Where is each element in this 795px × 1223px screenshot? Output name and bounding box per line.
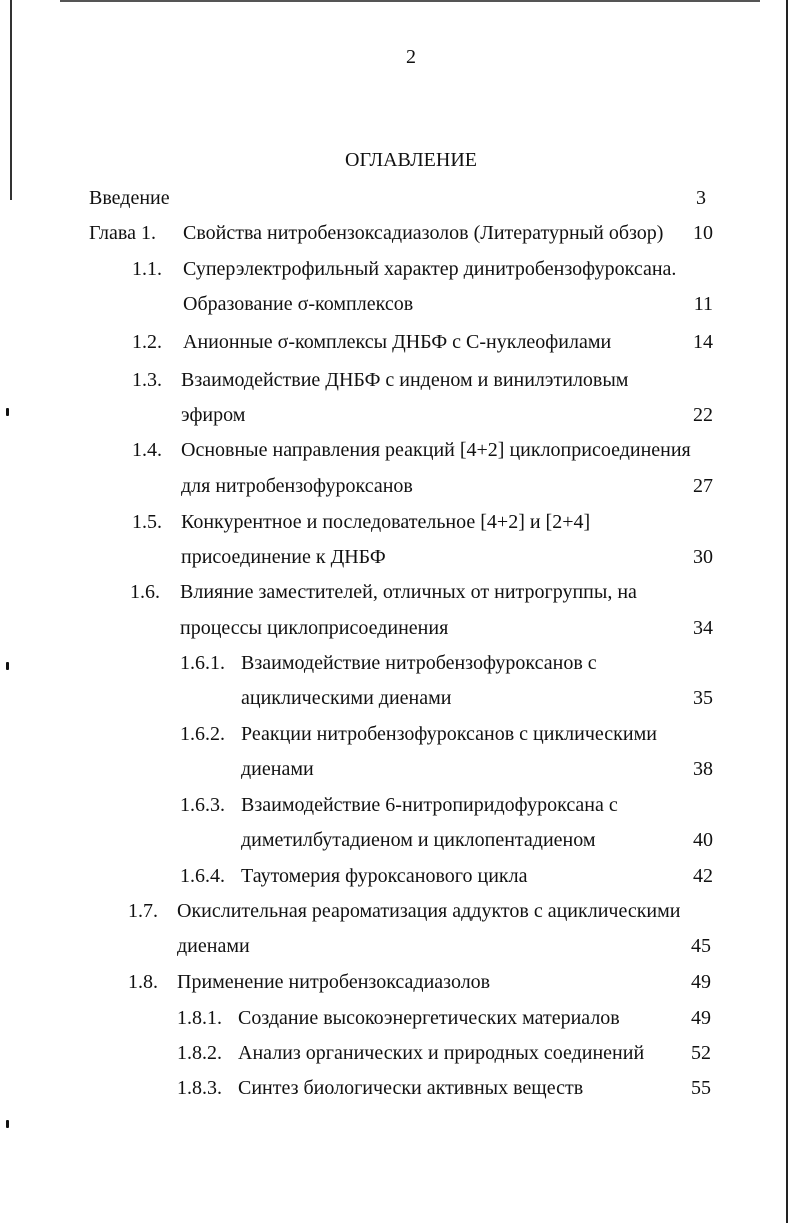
page-title: ОГЛАВЛЕНИЕ	[345, 149, 477, 171]
toc-entry-title: Создание высокоэнергетических материалов	[238, 1007, 620, 1029]
toc-entry-title: Взаимодействие ДНБФ с инденом и винилэтиловым	[181, 369, 629, 391]
toc-entry-title: Взаимодействие нитробензофуроксанов с	[241, 652, 597, 674]
scan-speck	[6, 1120, 9, 1128]
toc-page-number: 38	[693, 758, 713, 780]
toc-entry-title: Таутомерия фуроксанового цикла	[241, 865, 528, 887]
toc-entry-title-cont: Образование σ-комплексов	[183, 293, 414, 315]
toc-page-number: 40	[693, 829, 713, 851]
toc-entry-title-cont: процессы циклоприсоединения	[180, 617, 449, 639]
scan-edge-top	[60, 0, 760, 2]
toc-entry-number: 1.8.3.	[177, 1077, 222, 1099]
toc-entry-number: 1.8.1.	[177, 1007, 222, 1029]
toc-entry-title-cont: диенами	[241, 758, 314, 780]
toc-entry-title: Влияние заместителей, отличных от нитрогруппы, на	[180, 581, 637, 603]
toc-entry-title: Окислительная реароматизация аддуктов с ациклическими	[177, 900, 681, 922]
toc-entry-title: Применение нитробензоксадиазолов	[177, 971, 491, 993]
scan-speck	[6, 408, 9, 416]
toc-entry-title-cont: ациклическими диенами	[241, 687, 452, 709]
toc-page-number: 42	[693, 865, 713, 887]
toc-entry-title-cont: эфиром	[181, 404, 246, 426]
toc-entry-number: 1.3.	[132, 369, 162, 391]
toc-page-number: 55	[691, 1077, 711, 1099]
toc-page-number: 11	[693, 293, 713, 315]
toc-entry-number: 1.8.2.	[177, 1042, 222, 1064]
toc-entry-number: 1.6.2.	[180, 723, 225, 745]
toc-entry-title: Введение	[89, 187, 170, 209]
page-number: 2	[406, 46, 416, 68]
toc-entry-title-cont: диенами	[177, 935, 250, 957]
toc-entry-number: 1.6.1.	[180, 652, 225, 674]
toc-entry-number: 1.6.4.	[180, 865, 225, 887]
toc-entry-number: 1.1.	[132, 258, 162, 280]
toc-entry-title: Реакции нитробензофуроксанов с циклическими	[241, 723, 657, 745]
toc-entry-number: 1.6.	[130, 581, 160, 603]
toc-entry-title-cont: диметилбутадиеном и циклопентадиеном	[241, 829, 596, 851]
toc-page-number: 30	[693, 546, 713, 568]
toc-entry-title: Анионные σ-комплексы ДНБФ с С-нуклеофилами	[183, 331, 612, 353]
toc-entry-title: Анализ органических и природных соединений	[238, 1042, 645, 1064]
toc-page-number: 49	[691, 1007, 711, 1029]
toc-entry-number: 1.2.	[132, 331, 162, 353]
toc-entry-title: Суперэлектрофильный характер динитробензофуроксана.	[183, 258, 677, 280]
toc-page-number: 10	[693, 222, 713, 244]
scan-edge-right	[786, 0, 788, 1223]
toc-page-number: 35	[693, 687, 713, 709]
scan-speck	[6, 662, 9, 670]
toc-entry-title-cont: для нитробензофуроксанов	[181, 475, 413, 497]
toc-entry-title: Синтез биологически активных веществ	[238, 1077, 584, 1099]
toc-page-number: 49	[691, 971, 711, 993]
toc-entry-number: 1.8.	[128, 971, 158, 993]
toc-entry-title: Конкурентное и последовательное [4+2] и [2+4]	[181, 511, 591, 533]
toc-entry-title-cont: присоединение к ДНБФ	[181, 546, 386, 568]
toc-entry-number: Глава 1.	[89, 222, 156, 244]
toc-page-number: 14	[693, 331, 713, 353]
toc-entry-title: Основные направления реакций [4+2] циклоприсоединения	[181, 439, 691, 461]
toc-page-number: 34	[693, 617, 713, 639]
toc-page-number: 27	[693, 475, 713, 497]
toc-page-number: 22	[693, 404, 713, 426]
toc-entry-number: 1.7.	[128, 900, 158, 922]
toc-page-number: 3	[696, 187, 706, 209]
toc-page-number: 52	[691, 1042, 711, 1064]
toc-entry-number: 1.4.	[132, 439, 162, 461]
toc-entry-title: Свойства нитробензоксадиазолов (Литературный обзор)	[183, 222, 664, 244]
toc-entry-number: 1.6.3.	[180, 794, 225, 816]
toc-entry-number: 1.5.	[132, 511, 162, 533]
toc-page-number: 45	[691, 935, 711, 957]
toc-entry-title: Взаимодействие 6-нитропиридофуроксана с	[241, 794, 618, 816]
